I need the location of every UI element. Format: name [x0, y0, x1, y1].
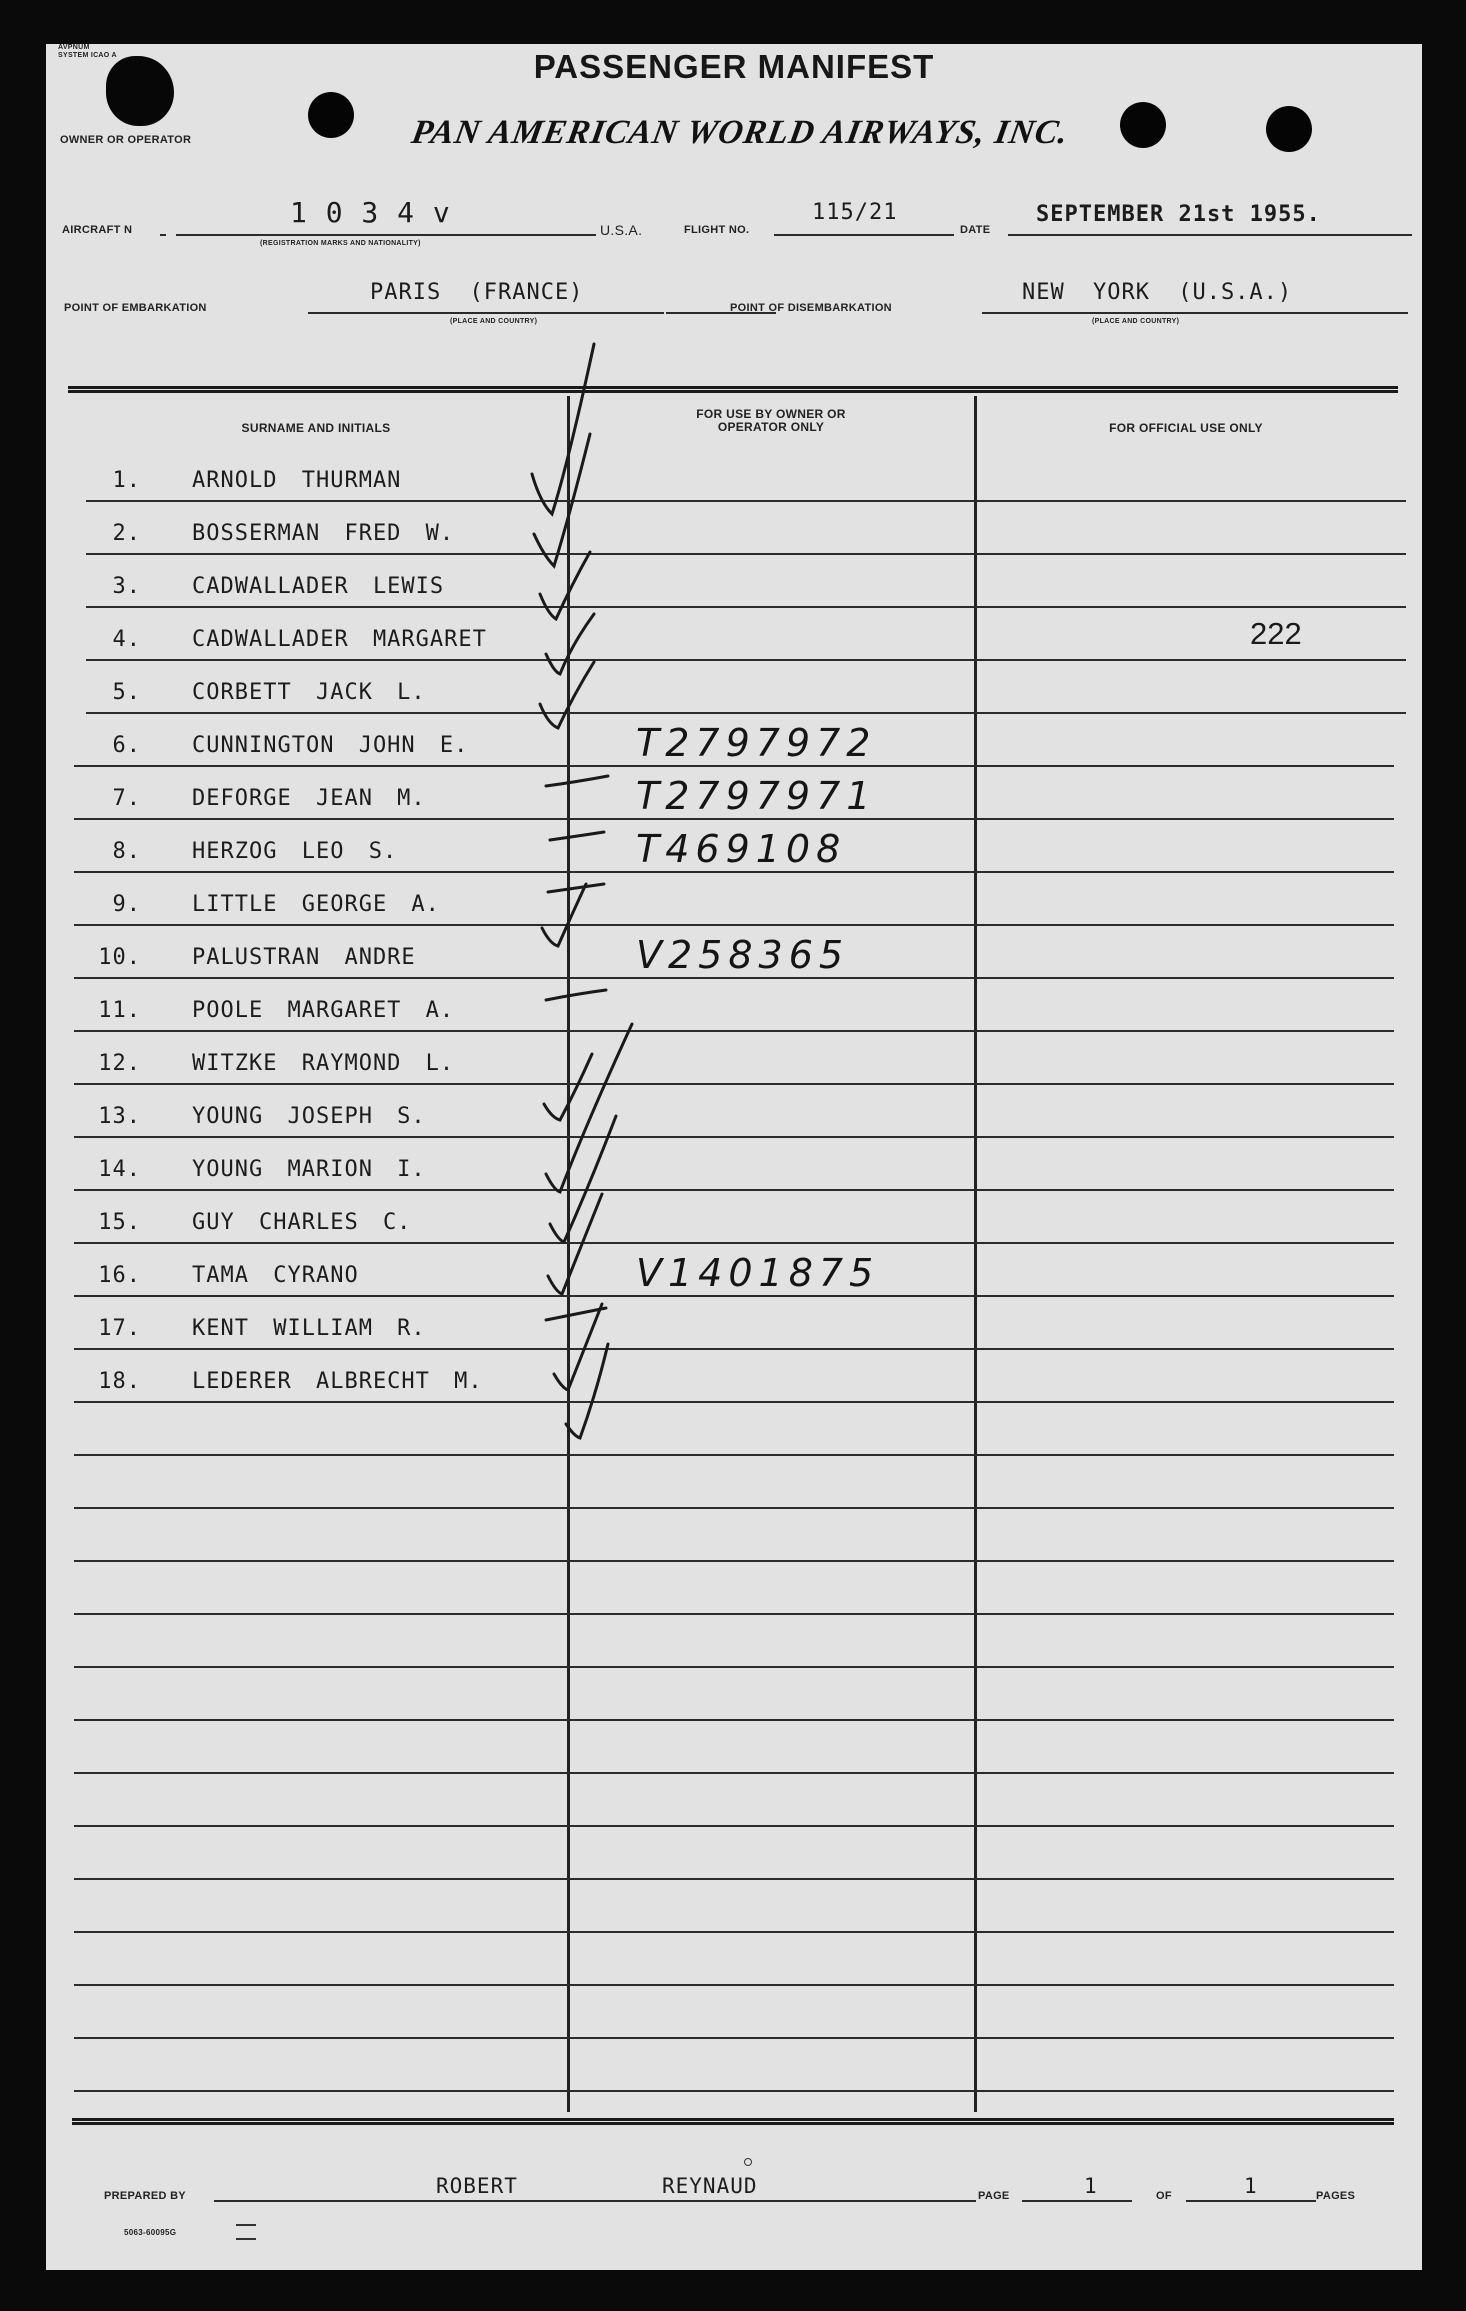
airline-name: PAN AMERICAN WORLD AIRWAYS, INC. — [408, 114, 1072, 151]
owner-note: V1401875 — [636, 1251, 880, 1295]
printer-mark — [236, 2224, 256, 2240]
passenger-name: YOUNG JOSEPH S. — [192, 1104, 426, 1129]
prepared-by-last: REYNAUD — [662, 2174, 758, 2198]
passenger-name: LEDERER ALBRECHT M. — [192, 1369, 483, 1394]
row-number: 7. — [112, 786, 141, 811]
row-number: 10. — [98, 945, 141, 970]
disembarkation-label: POINT OF DISEMBARKATION — [730, 302, 892, 314]
page-title: PASSENGER MANIFEST — [533, 48, 935, 85]
row-number: 13. — [98, 1104, 141, 1129]
owner-label: OWNER OR OPERATOR — [60, 134, 192, 146]
date-value: SEPTEMBER 21st 1955. — [1036, 202, 1321, 227]
owner-note: V258365 — [636, 933, 850, 977]
row-number: 6. — [112, 733, 141, 758]
row-number: 11. — [98, 998, 141, 1023]
official-note: 222 — [1250, 616, 1302, 651]
checkmark — [548, 1194, 602, 1294]
pages-label: PAGES — [1316, 2190, 1356, 2202]
manifest-page — [46, 44, 1422, 2270]
dash-mark — [548, 884, 604, 892]
row-number: 15. — [98, 1210, 141, 1235]
checkmark — [546, 1024, 632, 1192]
dash-mark — [550, 832, 604, 840]
bottom-dot — [744, 2158, 752, 2166]
column-header-owner: FOR USE BY OWNER OR OPERATOR ONLY — [696, 407, 846, 434]
usa-label: U.S.A. — [600, 222, 643, 238]
passenger-name: CADWALLADER LEWIS — [192, 574, 445, 599]
row-number: 17. — [98, 1316, 141, 1341]
flight-label: FLIGHT NO. — [684, 224, 750, 236]
checkmark — [544, 1054, 592, 1120]
dash-mark — [546, 776, 608, 786]
passenger-name: GUY CHARLES C. — [192, 1210, 412, 1235]
date-label: DATE — [960, 224, 991, 236]
column-header-surname: SURNAME AND INITIALS — [241, 421, 391, 435]
row-number: 14. — [98, 1157, 141, 1182]
row-number: 1. — [112, 468, 141, 493]
page-number: 1 — [1084, 2174, 1098, 2198]
passenger-name: CUNNINGTON JOHN E. — [192, 733, 469, 758]
owner-note: T469108 — [636, 827, 847, 871]
checkmark — [546, 614, 594, 674]
form-code: 5063-60095G — [124, 2228, 177, 2237]
passenger-name: POOLE MARGARET A. — [192, 998, 455, 1023]
row-number: 3. — [112, 574, 141, 599]
passenger-name: DEFORGE JEAN M. — [192, 786, 426, 811]
aircraft-label: AIRCRAFT N — [62, 224, 133, 236]
passenger-name: TAMA CYRANO — [192, 1263, 359, 1288]
passenger-name: YOUNG MARION I. — [192, 1157, 426, 1182]
checkmark — [540, 662, 594, 728]
prepared-by-label: PREPARED BY — [104, 2190, 186, 2202]
dash-mark — [546, 990, 606, 1000]
aircraft-number: 1 0 3 4 v — [290, 196, 451, 229]
flight-number: 115/21 — [812, 200, 898, 225]
prepared-by-first: ROBERT — [436, 2174, 518, 2198]
checkmark — [566, 1344, 608, 1438]
page-label: PAGE — [978, 2190, 1010, 2202]
passenger-name: WITZKE RAYMOND L. — [192, 1051, 455, 1076]
row-number: 16. — [98, 1263, 141, 1288]
row-number: 9. — [112, 892, 141, 917]
passenger-name: ARNOLD THURMAN — [192, 468, 402, 493]
embarkation-label: POINT OF EMBARKATION — [64, 302, 207, 314]
row-number: 8. — [112, 839, 141, 864]
checkmark — [540, 552, 590, 619]
of-label: OF — [1156, 2190, 1172, 2202]
disembarkation-caption: (PLACE AND COUNTRY) — [1092, 318, 1180, 325]
owner-note: T2797972 — [636, 721, 877, 765]
passenger-name: CORBETT JACK L. — [192, 680, 426, 705]
page-total: 1 — [1244, 2174, 1258, 2198]
embarkation-value: PARIS (FRANCE) — [370, 280, 584, 305]
disembarkation-value: NEW YORK (U.S.A.) — [1022, 280, 1293, 305]
corner-code: AVPNUM SYSTEM ICAO A — [58, 44, 117, 59]
table-bottom-rule — [72, 2118, 1394, 2125]
passenger-name: PALUSTRAN ANDRE — [192, 945, 416, 970]
checkmark — [532, 344, 594, 514]
passenger-name: KENT WILLIAM R. — [192, 1316, 426, 1341]
row-number: 18. — [98, 1369, 141, 1394]
embarkation-caption: (PLACE AND COUNTRY) — [450, 318, 538, 325]
row-number: 2. — [112, 521, 141, 546]
row-number: 4. — [112, 627, 141, 652]
passenger-name: HERZOG LEO S. — [192, 839, 398, 864]
handwritten-checkmarks — [46, 44, 1422, 2270]
column-header-official: FOR OFFICIAL USE ONLY — [1109, 421, 1263, 435]
passenger-name: CADWALLADER MARGARET — [192, 627, 487, 652]
row-number: 5. — [112, 680, 141, 705]
registration-caption: (REGISTRATION MARKS AND NATIONALITY) — [260, 240, 421, 247]
row-number: 12. — [98, 1051, 141, 1076]
owner-note: T2797971 — [636, 774, 877, 818]
passenger-name: LITTLE GEORGE A. — [192, 892, 440, 917]
passenger-name: BOSSERMAN FRED W. — [192, 521, 455, 546]
